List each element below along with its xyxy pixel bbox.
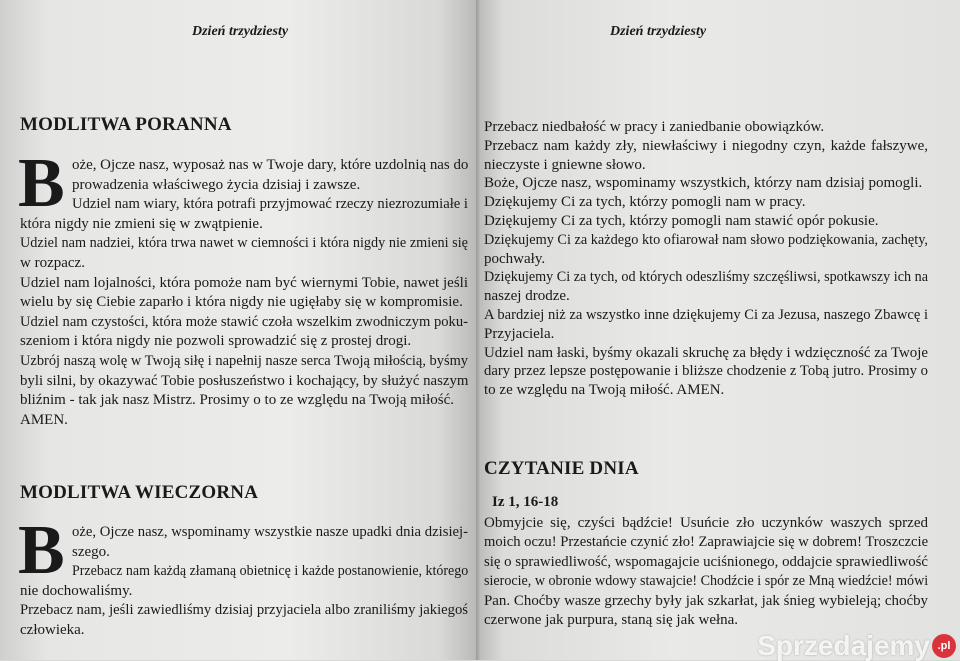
text-line: nieczyste i gniewne słowo. xyxy=(484,156,646,173)
text-line: czerwone jak purpura, staną się jak wełna. xyxy=(484,612,739,628)
watermark-text: Sprzedajemy xyxy=(757,630,930,661)
text-line: nie dochowaliśmy. xyxy=(20,582,133,599)
text-line: Udziel nam nadziei, która trwa nawet w ciemności i która nigdy nie zmieni się xyxy=(20,235,468,252)
text-line: prowadzenia właściwego życia dzisiaj i zawsze. xyxy=(72,176,361,193)
text-line: AMEN. xyxy=(20,411,68,428)
running-head: Dzień trzydziesty xyxy=(610,24,707,39)
evening-prayer-heading: MODLITWA WIECZORNA xyxy=(20,482,259,503)
text-line: oże, Ojcze nasz, wspominamy wszystkie nasze upadki dnia dzisiej- xyxy=(72,524,469,540)
text-line: pochwały. xyxy=(484,250,546,267)
morning-prayer-heading: MODLITWA PORANNA xyxy=(20,114,232,135)
text-line: Udziel nam łaski, byśmy okazali skruchę za błędy i wdzięczność za Twoje xyxy=(484,344,928,361)
text-line: Udziel nam czystości, która może stawić czoła wszelkim zwodniczym poku- xyxy=(20,313,468,330)
text-line: Przebacz nam każdą złamaną obietnicę i każde postanowienie, którego xyxy=(72,563,469,580)
text-line: naszej drodze. xyxy=(484,288,570,305)
text-line: to ze względu na Twoją miłość. AMEN. xyxy=(484,382,725,399)
text-line: Boże, Ojcze nasz, wspominamy wszystkich, którzy nam dzisiaj pomogli. xyxy=(484,175,923,192)
text-line: Przebacz niedbałość w pracy i zaniedbanie obowiązków. xyxy=(484,119,825,135)
reading-heading: CZYTANIE DNIA xyxy=(484,458,639,479)
text-line: byli silni, by okazywać Tobie posłuszeństwo i kochający, by służyć naszym xyxy=(20,372,469,389)
text-line: która nigdy nie zmieni się w zwątpienie. xyxy=(20,215,263,232)
text-line: Dziękujemy Ci za tych, od których odeszliśmy szczęśliwsi, spotkawszy ich na xyxy=(484,269,928,286)
text-line: dary przez lepsze postępowanie i bliższe chodzenie z Tobą jutro. Prosimy o xyxy=(484,363,928,380)
text-line: Przyjaciela. xyxy=(484,325,555,342)
text-line: Uzbrój naszą wolę w Twoją siłę i napełnij nasze serca Twoją miłością, byśmy xyxy=(20,353,468,369)
text-line: oże, Ojcze nasz, wyposaż nas w Twoje dary, które uzdolnią nas do xyxy=(72,157,469,173)
scripture-reference: Iz 1, 16-18 xyxy=(492,494,559,510)
right-page xyxy=(480,0,960,660)
drop-cap: B xyxy=(18,145,65,222)
text-line: Dziękujemy Ci za tych, którzy pomogli nam stawić opór pokusie. xyxy=(484,213,879,229)
text-line: Przebacz nam, jeśli zawiedliśmy dzisiaj przyjaciela albo zraniliśmy jakiegoś xyxy=(20,602,468,619)
left-page xyxy=(0,0,478,660)
text-line: szeniom i która nigdy nie pozwoli sprowadzić się z prostej drogi. xyxy=(20,333,412,350)
text-line: bliźnim - tak jak nasz Mistrz. Prosimy o to ze względu na Twoją miłość. xyxy=(20,392,455,409)
text-line: Udziel nam lojalności, która pomoże nam być wiernymi Tobie, nawet jeśli xyxy=(20,274,468,291)
text-line: Pan. Choćby wasze grzechy były jak szkarłat, jak śnieg wybieleją; choćby xyxy=(484,592,928,609)
text-line: sierocie, w obronie wdowy stawajcie! Chodźcie i spór ze Mną wiedźcie! mówi xyxy=(484,573,929,590)
text-line: się o sprawiedliwość, wspomagajcie uciśnionego, oddajcie sprawiedliwość xyxy=(484,553,928,570)
text-line: wielu by się Ciebie zaparło i która nigdy nie ugięłaby się w kompromisie. xyxy=(20,294,463,311)
text-line: w rozpacz. xyxy=(20,255,85,271)
watermark-badge: .pl xyxy=(932,634,956,658)
drop-cap: B xyxy=(18,512,65,589)
text-line: szego. xyxy=(72,543,110,560)
text-line: Dziękujemy Ci za tych, którzy pomogli nam w pracy. xyxy=(484,194,806,211)
text-line: Dziękujemy Ci za każdego kto ofiarował nam słowo podziękowania, zachęty, xyxy=(484,231,928,248)
text-line: człowieka. xyxy=(20,622,85,638)
watermark xyxy=(757,630,951,661)
text-line: Udziel nam wiary, która potrafi przyjmować rzeczy niezrozumiałe i xyxy=(72,196,468,213)
text-line: moich oczu! Przestańcie czynić zło! Zaprawiajcie się w dobrem! Troszczcie xyxy=(484,534,929,551)
running-head: Dzień trzydziesty xyxy=(192,24,289,39)
text-line: A bardziej niż za wszystko inne dziękujemy Ci za Jezusa, naszego Zbawcę i xyxy=(484,307,928,323)
text-line: Przebacz nam każdy zły, niewłaściwy i niegodny czyn, każde fałszywe, xyxy=(484,137,928,154)
text-line: Obmyjcie się, czyści bądźcie! Usuńcie zło uczynków waszych sprzed xyxy=(484,515,928,531)
